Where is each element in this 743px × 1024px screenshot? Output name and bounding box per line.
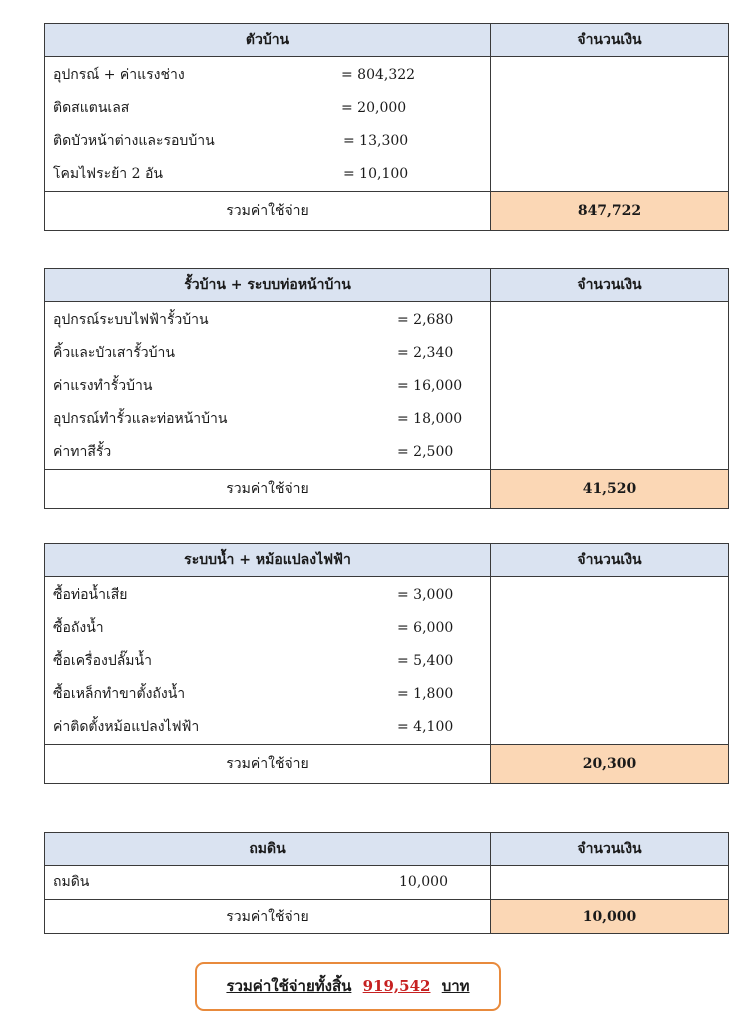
item-amount: = 2,340	[397, 345, 454, 361]
item-amount: = 20,000	[341, 100, 407, 116]
item-list	[45, 57, 491, 192]
table-title: ตัวบ้าน	[45, 24, 491, 57]
item-list	[45, 302, 491, 470]
item-name: ซื้อเครื่องปลั๊มน้ำ	[53, 653, 152, 669]
item-name: ซื้อท่อน้ำเสีย	[53, 587, 128, 603]
amount-header: จำนวนเงิน	[491, 24, 729, 57]
item-name: ค่าแรงทำรั้วบ้าน	[53, 378, 153, 394]
list-item	[45, 711, 490, 744]
grand-total-unit: บาท	[441, 977, 470, 995]
amount-column	[491, 57, 729, 192]
list-item	[45, 645, 490, 678]
item-amount: = 13,300	[343, 133, 409, 149]
list-item	[45, 403, 490, 436]
item-amount: = 6,000	[397, 620, 454, 636]
table-title: ระบบน้ำ + หม้อแปลงไฟฟ้า	[45, 544, 491, 577]
fence-cost-table	[44, 268, 729, 509]
list-item	[45, 92, 490, 125]
total-label: รวมค่าใช้จ่าย	[45, 192, 491, 231]
amount-header: จำนวนเงิน	[491, 269, 729, 302]
item-amount: = 804,322	[341, 67, 416, 83]
list-item	[45, 59, 490, 92]
grand-total-value: 919,542	[362, 977, 431, 995]
item-name: อุปกรณ์ + ค่าแรงช่าง	[53, 67, 185, 83]
amount-header: จำนวนเงิน	[491, 833, 729, 866]
item-name: โคมไฟระย้า 2 อัน	[53, 166, 163, 182]
item-name: อุปกรณ์ทำรั้วและท่อหน้าบ้าน	[53, 411, 228, 427]
total-value: 41,520	[491, 470, 729, 509]
list-item	[45, 866, 490, 899]
amount-column	[491, 577, 729, 745]
landfill-cost-table	[44, 832, 729, 934]
total-label: รวมค่าใช้จ่าย	[45, 745, 491, 784]
item-name: ติดสแตนเลส	[53, 100, 130, 116]
list-item	[45, 158, 490, 191]
list-item	[45, 125, 490, 158]
item-amount: = 5,400	[397, 653, 454, 669]
item-name: ซื้อเหล็กทำขาตั้งถังน้ำ	[53, 686, 186, 702]
item-amount: = 1,800	[397, 686, 454, 702]
list-item	[45, 612, 490, 645]
list-item	[45, 370, 490, 403]
total-value: 20,300	[491, 745, 729, 784]
item-list	[45, 866, 491, 900]
item-amount: = 16,000	[397, 378, 463, 394]
item-list	[45, 577, 491, 745]
table-title: ถมดิน	[45, 833, 491, 866]
item-name: ซื้อถังน้ำ	[53, 620, 104, 636]
item-name: ค่าทาสีรั้ว	[53, 444, 112, 460]
total-label: รวมค่าใช้จ่าย	[45, 900, 491, 934]
list-item	[45, 337, 490, 370]
amount-column	[491, 302, 729, 470]
list-item	[45, 436, 490, 469]
item-amount: = 3,000	[397, 587, 454, 603]
grand-total-label: รวมค่าใช้จ่ายทั้งสิ้น	[226, 977, 352, 995]
item-amount: = 18,000	[397, 411, 463, 427]
item-amount: = 10,100	[343, 166, 409, 182]
table-title: รั้วบ้าน + ระบบท่อหน้าบ้าน	[45, 269, 491, 302]
house-cost-table	[44, 23, 729, 231]
item-name: ค่าติดตั้งหม้อแปลงไฟฟ้า	[53, 719, 200, 735]
item-amount: = 2,500	[397, 444, 454, 460]
item-name: ถมดิน	[53, 874, 90, 890]
water-electric-cost-table	[44, 543, 729, 784]
total-value: 847,722	[491, 192, 729, 231]
list-item	[45, 579, 490, 612]
total-value: 10,000	[491, 900, 729, 934]
total-label: รวมค่าใช้จ่าย	[45, 470, 491, 509]
item-name: คิ้วและบัวเสารั้วบ้าน	[53, 345, 175, 361]
list-item	[45, 304, 490, 337]
list-item	[45, 678, 490, 711]
amount-column	[491, 866, 729, 900]
item-amount: = 4,100	[397, 719, 454, 735]
item-name: อุปกรณ์ระบบไฟฟ้ารั้วบ้าน	[53, 312, 209, 328]
item-amount: 10,000	[399, 874, 448, 890]
amount-header: จำนวนเงิน	[491, 544, 729, 577]
item-amount: = 2,680	[397, 312, 454, 328]
grand-total-box	[195, 962, 501, 1011]
item-name: ติดบัวหน้าต่างและรอบบ้าน	[53, 133, 215, 149]
